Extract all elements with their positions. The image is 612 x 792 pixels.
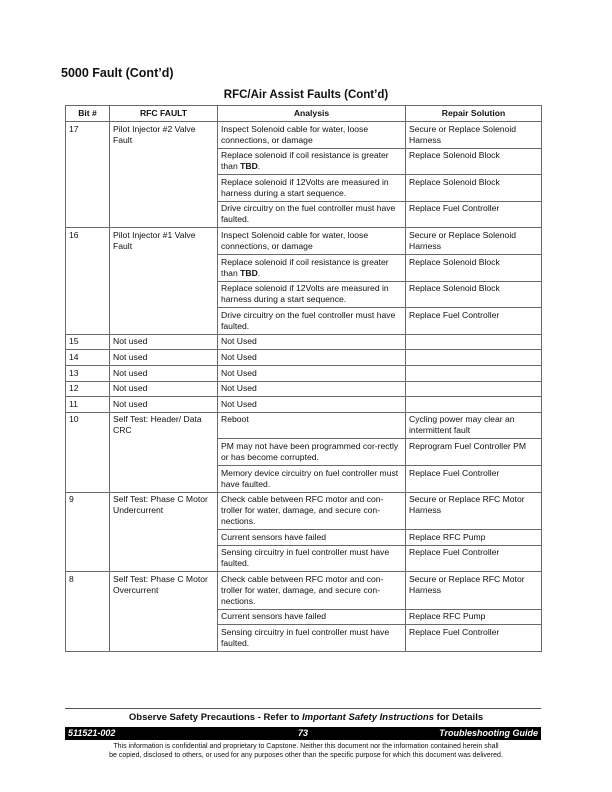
rfc-fault-cell: Not used xyxy=(110,365,218,381)
analysis-cell xyxy=(218,625,406,652)
faults-table xyxy=(65,105,542,652)
analysis-text: Not Used xyxy=(221,383,257,394)
repair-solution-cell: Replace Fuel Controller xyxy=(406,545,542,572)
rfc-fault-cell: Not used xyxy=(110,397,218,413)
analysis-text: PM may not have been programmed cor-rectly or has become corrupted. xyxy=(221,440,399,462)
analysis-emphasis: TBD xyxy=(240,267,258,278)
bit-number-cell: 9 xyxy=(66,492,110,572)
analysis-text: Replace solenoid if 12Volts are measured in harness during a start sequence. xyxy=(221,283,389,305)
analysis-text: Memory device circuitry on fuel controller must have faulted. xyxy=(221,467,399,489)
repair-solution-cell: Secure or Replace RFC Motor Harness xyxy=(406,572,542,610)
rfc-fault-cell: Pilot Injector #2 Valve Fault xyxy=(110,122,218,228)
rfc-fault-cell: Self Test: Header/ Data CRC xyxy=(110,412,218,492)
analysis-text: Drive circuitry on the fuel controller must have faulted. xyxy=(221,203,396,225)
rfc-fault-cell: Not used xyxy=(110,381,218,397)
repair-solution-cell xyxy=(406,350,542,366)
analysis-cell xyxy=(218,465,406,492)
table-row xyxy=(66,412,542,439)
analysis-text: Replace solenoid if coil resistance is greater than xyxy=(221,150,389,172)
analysis-text: Not Used xyxy=(221,351,257,362)
section-title: 5000 Fault (Cont’d) xyxy=(61,66,174,80)
bit-number-cell: 8 xyxy=(66,572,110,652)
analysis-cell xyxy=(218,254,406,281)
bit-number-cell: 15 xyxy=(66,334,110,350)
analysis-cell xyxy=(218,148,406,175)
analysis-tail: . xyxy=(257,267,261,278)
analysis-cell xyxy=(218,530,406,546)
confidentiality-line-2: be copied, disclosed to others, or used for any purposes other than the specific purpose for which this document was delivered. xyxy=(109,752,503,759)
table-row xyxy=(66,122,542,149)
analysis-cell xyxy=(218,609,406,625)
safety-notice-link: Important Safety Instructions xyxy=(302,712,435,723)
analysis-cell xyxy=(218,412,406,439)
analysis-emphasis: TBD xyxy=(240,161,258,172)
analysis-cell xyxy=(218,397,406,413)
repair-solution-cell: Secure or Replace RFC Motor Harness xyxy=(406,492,542,530)
table-body xyxy=(66,122,542,652)
bit-number-cell: 11 xyxy=(66,397,110,413)
table-row xyxy=(66,397,542,413)
header-repair: Repair Solution xyxy=(406,106,542,122)
analysis-text: Check cable between RFC motor and con-troller for water, damage, and secure con-nections. xyxy=(221,494,384,527)
analysis-cell xyxy=(218,439,406,466)
repair-solution-cell xyxy=(406,397,542,413)
repair-solution-cell: Replace Fuel Controller xyxy=(406,308,542,335)
safety-notice-suffix: for Details xyxy=(434,712,484,723)
document-number: 511521-002 xyxy=(68,728,116,738)
analysis-cell xyxy=(218,572,406,610)
footer-bar xyxy=(65,727,541,740)
analysis-text: Inspect Solenoid cable for water, loose connections, or damage xyxy=(221,229,369,251)
footer-divider xyxy=(65,708,541,709)
repair-solution-cell: Replace Solenoid Block xyxy=(406,148,542,175)
analysis-cell xyxy=(218,545,406,572)
repair-solution-cell: Replace Solenoid Block xyxy=(406,281,542,308)
table-row xyxy=(66,228,542,255)
analysis-text: Not Used xyxy=(221,336,257,347)
analysis-text: Reboot xyxy=(221,414,249,425)
analysis-text: Not Used xyxy=(221,398,257,409)
analysis-text: Replace solenoid if 12Volts are measured in harness during a start sequence. xyxy=(221,176,389,198)
analysis-cell xyxy=(218,175,406,202)
analysis-cell xyxy=(218,492,406,530)
analysis-tail: . xyxy=(257,161,261,172)
guide-title: Troubleshooting Guide xyxy=(439,728,538,738)
header-bit: Bit # xyxy=(66,106,110,122)
confidentiality-line-1: This information is confidential and proprietary to Capstone. Neither this document nor the information contained herein shall xyxy=(113,743,499,750)
analysis-text: Sensing circuitry in fuel controller must have faulted. xyxy=(221,547,390,569)
table-header-row xyxy=(66,106,542,122)
repair-solution-cell: Replace RFC Pump xyxy=(406,530,542,546)
analysis-text: Inspect Solenoid cable for water, loose connections, or damage xyxy=(221,123,369,145)
bit-number-cell: 16 xyxy=(66,228,110,334)
table-row xyxy=(66,381,542,397)
analysis-cell xyxy=(218,365,406,381)
analysis-cell xyxy=(218,228,406,255)
bit-number-cell: 13 xyxy=(66,365,110,381)
analysis-cell xyxy=(218,334,406,350)
bit-number-cell: 12 xyxy=(66,381,110,397)
page-number: 73 xyxy=(297,728,308,738)
confidentiality-notice xyxy=(0,742,612,760)
repair-solution-cell: Replace Solenoid Block xyxy=(406,175,542,202)
repair-solution-cell: Replace Fuel Controller xyxy=(406,201,542,228)
bit-number-cell: 10 xyxy=(66,412,110,492)
table-row xyxy=(66,350,542,366)
analysis-text: Current sensors have failed xyxy=(221,611,327,622)
repair-solution-cell xyxy=(406,365,542,381)
analysis-cell xyxy=(218,281,406,308)
table-title: RFC/Air Assist Faults (Cont’d) xyxy=(223,89,389,101)
bit-number-cell: 17 xyxy=(66,122,110,228)
rfc-fault-cell: Not used xyxy=(110,350,218,366)
repair-solution-cell: Reprogram Fuel Controller PM xyxy=(406,439,542,466)
analysis-cell xyxy=(218,381,406,397)
bit-number-cell: 14 xyxy=(66,350,110,366)
header-analysis: Analysis xyxy=(218,106,406,122)
repair-solution-cell: Replace Fuel Controller xyxy=(406,625,542,652)
table-row xyxy=(66,492,542,530)
repair-solution-cell: Replace Solenoid Block xyxy=(406,254,542,281)
repair-solution-cell: Replace Fuel Controller xyxy=(406,465,542,492)
analysis-cell xyxy=(218,350,406,366)
analysis-text: Current sensors have failed xyxy=(221,531,327,542)
table-row xyxy=(66,365,542,381)
rfc-fault-cell: Self Test: Phase C Motor Undercurrent xyxy=(110,492,218,572)
safety-notice xyxy=(0,712,612,723)
analysis-text: Sensing circuitry in fuel controller must have faulted. xyxy=(221,627,390,649)
rfc-fault-cell: Self Test: Phase C Motor Overcurrent xyxy=(110,572,218,652)
rfc-fault-cell: Pilot Injector #1 Valve Fault xyxy=(110,228,218,334)
analysis-text: Check cable between RFC motor and con-troller for water, damage, and secure con-nections. xyxy=(221,573,384,606)
repair-solution-cell: Secure or Replace Solenoid Harness xyxy=(406,122,542,149)
table-row xyxy=(66,334,542,350)
analysis-text: Replace solenoid if coil resistance is greater than xyxy=(221,256,389,278)
rfc-fault-cell: Not used xyxy=(110,334,218,350)
repair-solution-cell xyxy=(406,381,542,397)
analysis-text: Drive circuitry on the fuel controller must have faulted. xyxy=(221,309,396,331)
analysis-cell xyxy=(218,122,406,149)
repair-solution-cell: Secure or Replace Solenoid Harness xyxy=(406,228,542,255)
analysis-cell xyxy=(218,308,406,335)
table-row xyxy=(66,572,542,610)
repair-solution-cell: Cycling power may clear an intermittent fault xyxy=(406,412,542,439)
repair-solution-cell xyxy=(406,334,542,350)
safety-notice-prefix: Observe Safety Precautions - Refer to xyxy=(128,712,303,723)
header-fault: RFC FAULT xyxy=(110,106,218,122)
analysis-cell xyxy=(218,201,406,228)
repair-solution-cell: Replace RFC Pump xyxy=(406,609,542,625)
analysis-text: Not Used xyxy=(221,367,257,378)
